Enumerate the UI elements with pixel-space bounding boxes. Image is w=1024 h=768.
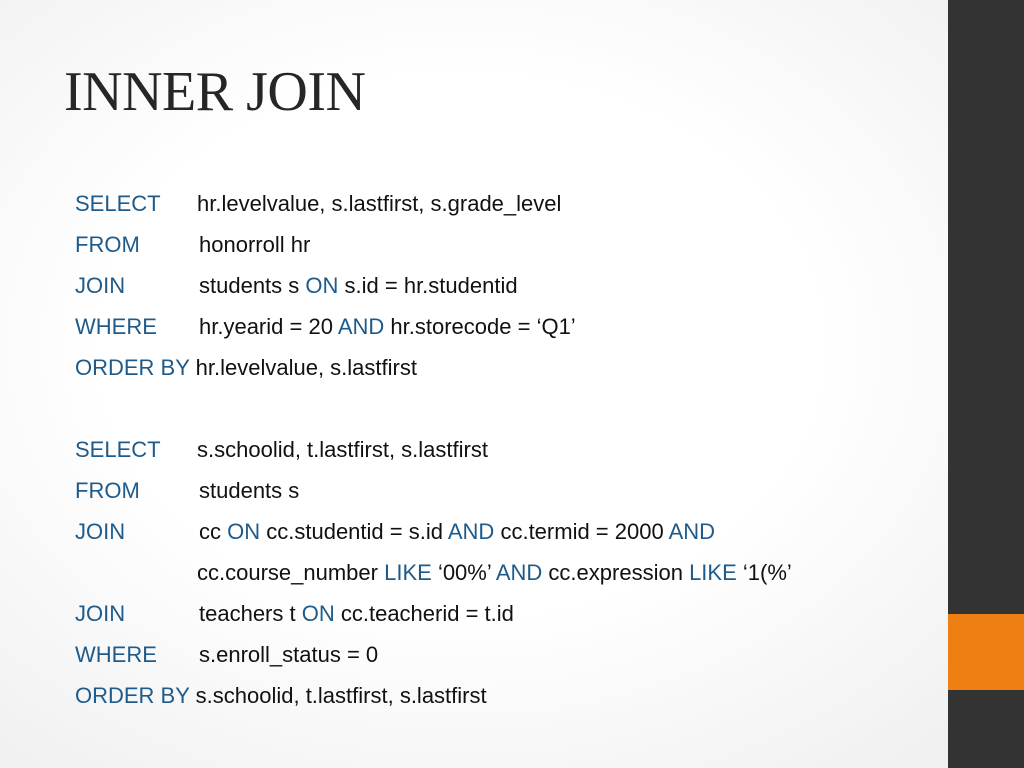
sql-text: s.schoolid, t.lastfirst, s.lastfirst [195,683,487,708]
slide-title: INNER JOIN [64,61,366,123]
sql-text: s.schoolid, t.lastfirst, s.lastfirst [197,437,488,462]
sql-keyword: FROM [75,232,140,257]
sql-keyword: AND [447,519,495,544]
sql-text: s.enroll_status = 0 [199,642,379,667]
sql-keyword: LIKE [689,560,737,585]
sql-line [75,347,935,388]
sql-keyword: ORDER BY [75,683,190,708]
sql-text: students s [199,273,300,298]
blank-line [75,388,935,429]
sql-line [75,224,935,265]
sql-line [75,306,935,347]
sql-text: s.id = hr.studentid [344,273,518,298]
sql-text: hr.levelvalue, s.lastfirst [195,355,417,380]
sql-keyword: JOIN [75,519,126,544]
sql-keyword: SELECT [75,437,161,462]
sql-keyword: WHERE [75,642,157,667]
sql-keyword: AND [495,560,543,585]
sql-keyword: LIKE [384,560,432,585]
sql-line [75,593,935,634]
sql-text: cc.expression [548,560,683,585]
sql-keyword: JOIN [75,601,126,626]
sql-text: cc.teacherid = t.id [340,601,514,626]
sql-line [75,552,935,593]
sql-keyword: SELECT [75,191,161,216]
sql-keyword: AND [668,519,716,544]
sql-line [75,634,935,675]
sql-keyword: AND [337,314,385,339]
sql-line [75,511,935,552]
sql-keyword: ON [301,601,335,626]
sql-text: cc [199,519,221,544]
sql-keyword: WHERE [75,314,157,339]
sql-text: students s [199,478,300,503]
sql-line [75,265,935,306]
sql-keyword: ON [305,273,339,298]
sql-text: hr.storecode = ‘Q1’ [390,314,576,339]
sql-code-block [75,183,935,716]
sql-text: teachers t [199,601,296,626]
sql-text: ‘1(%’ [742,560,792,585]
sql-text: hr.yearid = 20 [199,314,333,339]
accent-block [948,614,1024,690]
sql-text: hr.levelvalue, s.lastfirst, s.grade_level [197,191,562,216]
sql-keyword: FROM [75,478,140,503]
sql-text: cc.studentid = s.id [266,519,443,544]
sql-line [75,470,935,511]
sql-text: cc.termid = 2000 [500,519,664,544]
sql-keyword: ON [227,519,261,544]
sql-line [75,183,935,224]
sql-line [75,429,935,470]
sql-text: honorroll hr [199,232,311,257]
sql-line [75,675,935,716]
sql-keyword: JOIN [75,273,126,298]
sql-text: cc.course_number [197,560,378,585]
sql-keyword: ORDER BY [75,355,190,380]
sql-text: ‘00%’ [437,560,491,585]
